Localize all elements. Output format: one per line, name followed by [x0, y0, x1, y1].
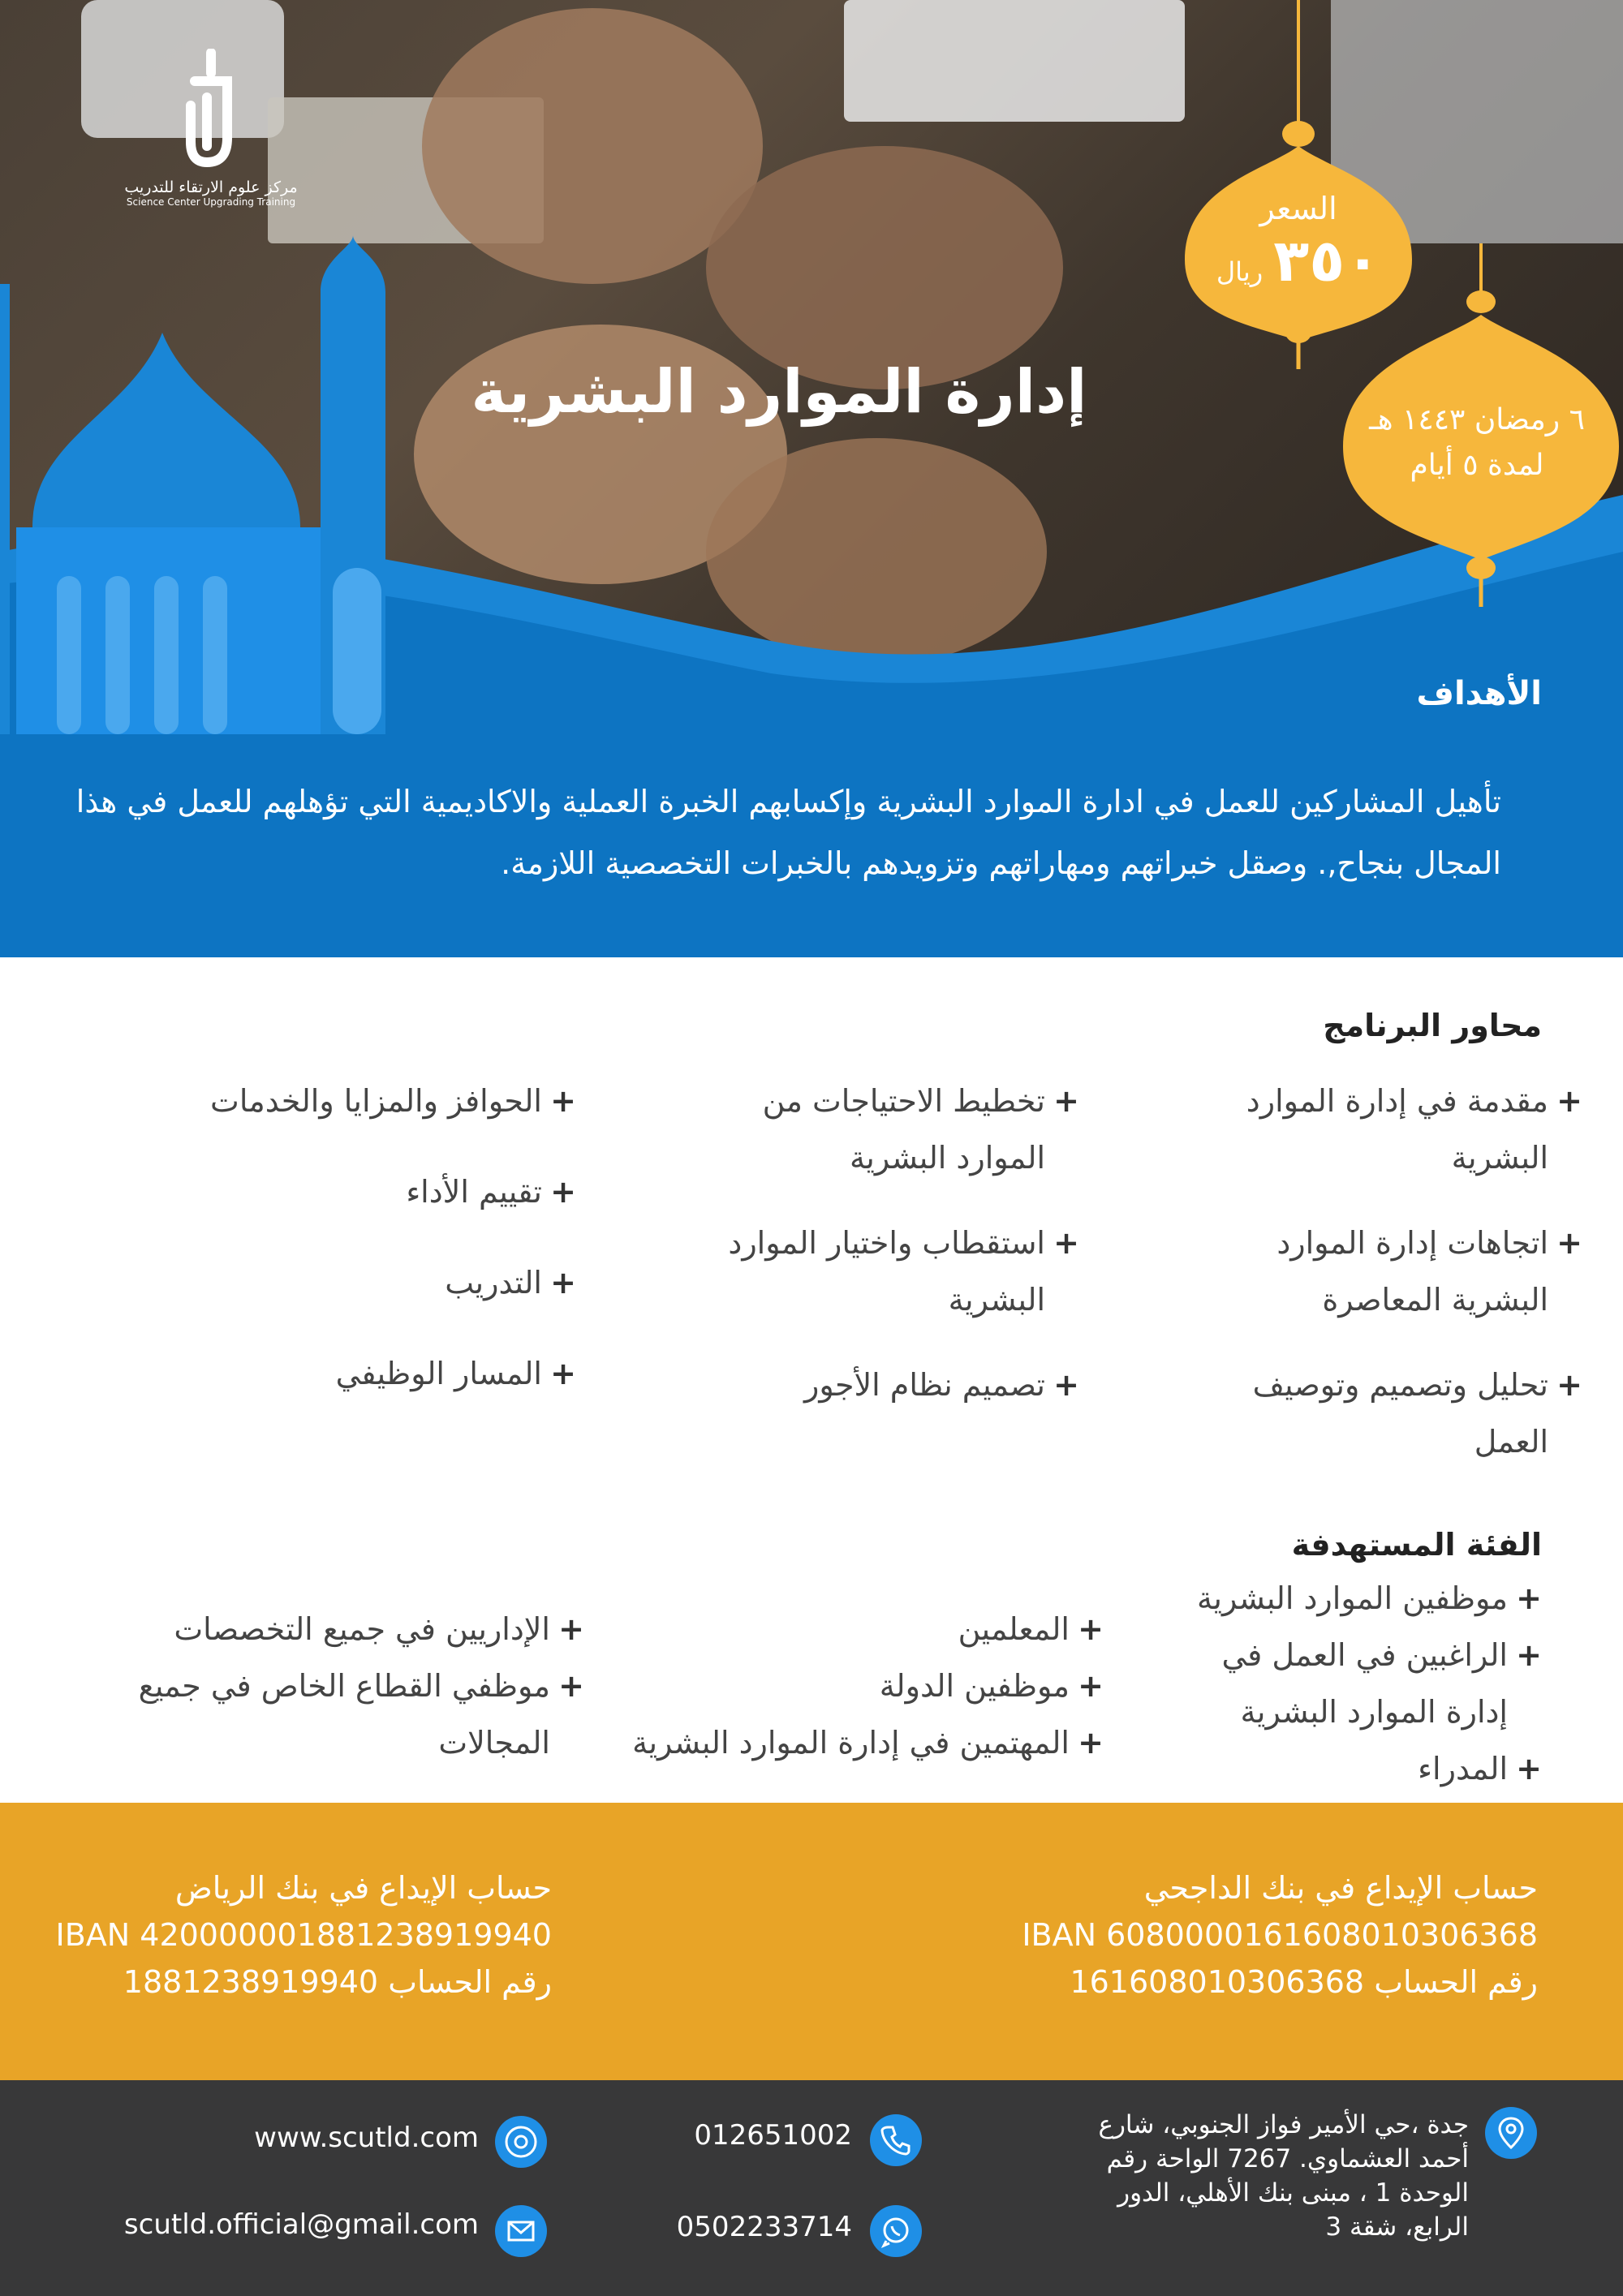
- bank-account-number: رقم الحساب 1881238919940: [123, 1964, 552, 2000]
- plus-icon: +: [1516, 1580, 1542, 1616]
- target-item: +المهتمين في إدارة الموارد البشرية: [568, 1714, 1104, 1771]
- phone-icon[interactable]: [870, 2114, 922, 2166]
- program-title: محاور البرنامج: [1323, 1008, 1542, 1043]
- plus-icon: +: [1556, 1225, 1582, 1261]
- plus-icon: +: [1053, 1367, 1079, 1403]
- program-item: +تقييم الأداء: [162, 1163, 576, 1220]
- program-item: +المسار الوظيفي: [162, 1345, 576, 1402]
- program-column-1: [1201, 1073, 1582, 1470]
- target-item: +المعلمين: [568, 1601, 1104, 1658]
- program-item: +استقطاب واختيار الموارد البشرية: [698, 1215, 1079, 1328]
- brand-logo: [122, 49, 300, 227]
- plus-icon: +: [550, 1174, 576, 1210]
- bank-title: حساب الإيداع في بنك الرياض: [174, 1870, 552, 1906]
- web-at-icon[interactable]: [495, 2116, 547, 2168]
- bank-account-riyad: [49, 1864, 552, 2006]
- program-column-2: [698, 1073, 1079, 1413]
- website-link[interactable]: www.scutld.com: [254, 2122, 479, 2154]
- target-column-1: [1136, 1570, 1542, 1797]
- plus-icon: +: [558, 1611, 584, 1647]
- plus-icon: +: [1078, 1725, 1104, 1761]
- plus-icon: +: [1516, 1637, 1542, 1673]
- target-column-3: [81, 1601, 584, 1771]
- goals-text: تأهيل المشاركين للعمل في ادارة الموارد البشرية وإكسابهم الخبرة العملية والاكاديمية التي تؤهلهم للعمل في هذا المجال بنجاح,. وصقل خبراتهم ومهاراتهم وتزويدهم بالخبرات التخصصية اللازمة.: [75, 784, 1501, 881]
- plus-icon: +: [1053, 1083, 1079, 1119]
- plus-icon: +: [550, 1356, 576, 1391]
- program-item: +اتجاهات إدارة الموارد البشرية المعاصرة: [1201, 1215, 1582, 1328]
- course-date: ٦ رمضان ١٤٤٣ هـ: [1369, 403, 1585, 436]
- bank-account-number: رقم الحساب 161608010306368: [1070, 1964, 1538, 2000]
- program-item: +التدريب: [162, 1254, 576, 1311]
- target-item: +موظفين الدولة: [568, 1658, 1104, 1714]
- price-amount: ٣٥٠: [1273, 226, 1381, 295]
- whatsapp-icon[interactable]: [870, 2205, 922, 2257]
- target-item: +موظفي القطاع الخاص في جميع المجالات: [81, 1658, 584, 1771]
- bank-title: حساب الإيداع في بنك الداجحي: [1143, 1870, 1538, 1906]
- target-column-2: [568, 1601, 1104, 1771]
- plus-icon: +: [1078, 1611, 1104, 1647]
- plus-icon: +: [1516, 1751, 1542, 1786]
- mosque-silhouette: [0, 235, 422, 734]
- price-currency: ريال: [1216, 256, 1264, 287]
- program-item: +الحوافز والمزايا والخدمات: [162, 1073, 576, 1129]
- target-item: +موظفين الموارد البشرية: [1136, 1570, 1542, 1627]
- bank-iban: IBAN 420000001881238919940: [55, 1917, 552, 1953]
- plus-icon: +: [1053, 1225, 1079, 1261]
- plus-icon: +: [1556, 1367, 1582, 1403]
- bank-account-aldajhi: [933, 1864, 1538, 2006]
- program-item: +تخطيط الاحتياجات من الموارد البشرية: [698, 1073, 1079, 1186]
- plus-icon: +: [550, 1083, 576, 1119]
- logo-arabic-name: مركز علوم الارتقاء للتدريب: [124, 178, 298, 196]
- course-duration: لمدة ٥ أيام: [1410, 449, 1544, 482]
- program-item: +تحليل وتصميم وتوصيف العمل: [1201, 1357, 1582, 1470]
- target-item: +المدراء: [1136, 1740, 1542, 1797]
- location-icon: [1485, 2107, 1537, 2159]
- target-item: +الإداريين في جميع التخصصات: [81, 1601, 584, 1658]
- plus-icon: +: [550, 1265, 576, 1301]
- email-icon[interactable]: [495, 2205, 547, 2257]
- goals-title: الأهداف: [1416, 675, 1542, 712]
- logo-english-name: Science Center Upgrading Training: [126, 196, 296, 208]
- program-item: +مقدمة في إدارة الموارد البشرية: [1201, 1073, 1582, 1186]
- whatsapp-number[interactable]: 0502233714: [676, 2211, 852, 2243]
- address-text: جدة ،حي الأمير فواز الجنوبي، شارع أحمد العشماوي. 7267 الواحة رقم الوحدة 1 ، مبنى بنك الأهلي، الدور الرابع، شقة 3: [1098, 2110, 1469, 2242]
- phone-number[interactable]: 012651002: [694, 2119, 852, 2152]
- program-column-3: [162, 1073, 576, 1402]
- logo-mark-icon: [170, 49, 252, 170]
- bank-iban: IBAN 608000016160801030636‪8: [1022, 1917, 1538, 1953]
- date-block: [1339, 398, 1615, 488]
- target-title: الفئة المستهدفة: [1291, 1527, 1542, 1563]
- price-label: السعر: [1259, 191, 1337, 226]
- plus-icon: +: [1078, 1668, 1104, 1704]
- plus-icon: +: [1556, 1083, 1582, 1119]
- target-item: +الراغبين في العمل في إدارة الموارد البشرية: [1136, 1627, 1542, 1740]
- email-link[interactable]: scutld.official@gmail.com: [123, 2208, 479, 2241]
- course-title: إدارة الموارد البشرية: [471, 357, 1087, 427]
- program-item: +تصميم نظام الأجور: [698, 1357, 1079, 1413]
- plus-icon: +: [558, 1668, 584, 1704]
